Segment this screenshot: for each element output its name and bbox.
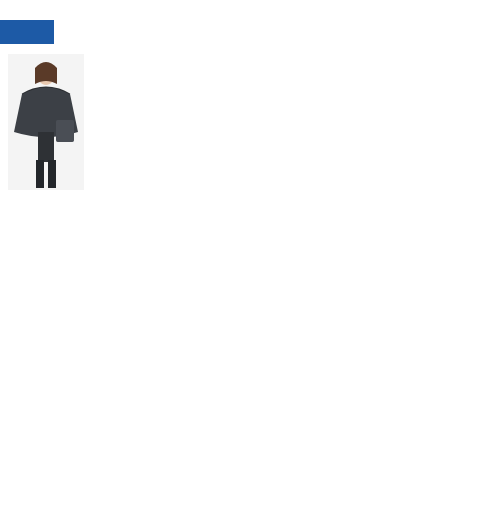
knitting-charts — [196, 178, 492, 310]
charts-svg — [196, 186, 492, 310]
model-photo — [8, 54, 84, 190]
header-bar — [0, 20, 500, 44]
materials-block — [92, 47, 95, 194]
legend — [200, 318, 494, 468]
page-number — [0, 20, 54, 44]
